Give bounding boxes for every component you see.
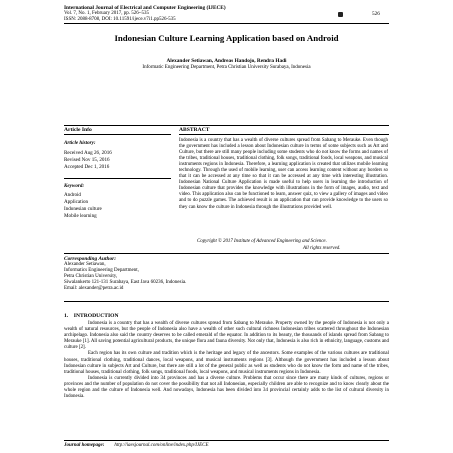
corresponding-line: Informatics Engineering Department, (64, 267, 139, 273)
rights-notice: All rights reserved. (303, 246, 341, 251)
abstract-body: Indonesia is a country that has a wealth of diverse cultures spread from Sabang to Merauke. Even though the government has included a lesson about Indonesian culture in terms of some subjects such as Art and Culture, but there are still many people including some students who do not know the forms and names of the tribes, traditional houses, traditional clothing, folk songs, traditional foods, local weapons, and musical instruments regions in Indonesia. Therefore, a learning application is created that utilizes mobile learning technology. Through the used of mobile learning, user can access learning content without any borders so that it can be accessed at any time so that it can be accessed at any time with interesting illustration. Indonesian National Culture Application is made useful to help users in learning the introduction of Indonesian culture that provides the knowledge with illustrations in the form of images, audio, text and video. This application also can be functioned to learn, answer quiz, to view a gallery of images and video and to do puzzle games. The achieved result is an application that can provide knowledge to the users so they can know the culture in Indonesia through the illustrations provided well. (179, 138, 388, 210)
accepted-date: Accepted Dec 1, 2016 (64, 164, 110, 170)
corresponding-email: Email: alexander@petra.ac.id (64, 285, 124, 291)
footer-rule (64, 440, 389, 441)
abstract-rule (179, 134, 389, 135)
paper-title: Indonesian Culture Learning Application based on Android (114, 33, 339, 43)
corresponding-details (64, 262, 264, 292)
corresponding-line: Alexander Setiawan, (64, 262, 106, 267)
section-rule-top (64, 125, 389, 126)
introduction-paragraph: Indonesia is currently divided into 34 provinces and has a diverse culture. Problems that occur since there are many kinds of cultures, regions or provinces and the number of population do not cover the possibility that not all Indonesian, especially children are able to recognize and to know clearly about the whole region and the culture of Indonesia well. And nowadays, Indonesia has been divided into 34 provincial certainly adds to the list of cultural diversity in Indonesia. (64, 375, 389, 400)
journal-homepage-link[interactable]: http://iaesjournal.com/online/index.php/IJECE (114, 443, 209, 448)
volume-info: Vol. 7, No. 1, February 2017, pp. 526~535 (64, 11, 149, 16)
keyword-item: Application (64, 199, 89, 205)
keyword-heading: Keyword: (64, 183, 85, 189)
footer (64, 443, 209, 448)
corresponding-heading: Corresponding Author: (64, 256, 117, 262)
corresponding-line: Petra Christian University, (64, 273, 118, 279)
page-number: 526 (372, 11, 380, 17)
introduction-heading: 1. INTRODUCTION (64, 313, 119, 319)
keyword-item: Indonesian culture (64, 206, 102, 212)
section-rule-bottom (64, 253, 389, 254)
keyword-item: Mobile learning (64, 213, 97, 219)
received-date: Received Aug 26, 2016 (64, 150, 112, 156)
abstract-heading: ABSTRACT (179, 127, 210, 133)
copyright-notice: Copyright © 2017 Institute of Advanced Engineering and Science. (197, 239, 327, 244)
corresponding-rule (64, 301, 389, 302)
article-info-heading: Article Info (64, 127, 92, 133)
introduction-paragraph: Indonesia is a country that has a wealth of diverse cultures spread from Sabang to Merauke. Property owned by the people of Indonesia is not only a wealth of natural resources, but the people of Indonesia also have a wealth of other such cultural richness Indonesian tribes scattered throughout the Indonesian archipelago. Indonesia also said the country deserves to be called emerald of the equator. In addition to its beauty, the thousands of islands spread from Sabang to Merauke [1]. All saving potential agricultural products, the unique flora and fauna diversity. Not only that, Indonesia is also rich in ethnicity, language, customs and culture [2]. (64, 321, 389, 351)
keyword-rule (64, 178, 171, 179)
header-rule (64, 23, 389, 24)
introduction-paragraph: Each region has its own culture and tradition which is the heritage and legacy of the ancestors. Some examples of the various cultures are traditional houses, traditional clothing, traditional dances, local weapons, and musical instruments regions [3]. Although the government has included a lesson about Indonesian culture in subjects Art and Culture, but there are still a lot of the general public as well as students who do not know the form and name of the tribes, traditional houses, traditional clothing, folk songs, traditional foods, local weapons, and musical instruments regions in Indonesia. (64, 351, 389, 375)
journal-logo-icon (338, 12, 343, 17)
introduction-body (64, 321, 389, 400)
author-affiliation: Informatic Engineering Department, Petra Christian University Surabaya, Indonesia (142, 65, 311, 70)
article-info-rule (64, 134, 171, 135)
footer-label: Journal homepage: (64, 443, 105, 448)
revised-date: Revised Nov 15, 2016 (64, 157, 110, 163)
corresponding-line: Siwalankerto 121-131 Surabaya, East Java 60236, Indonesia. (64, 279, 187, 285)
keyword-item: Android (64, 192, 81, 198)
journal-name: International Journal of Electrical and Computer Engineering (IJECE) (64, 5, 226, 11)
paper-authors: Alexander Setiawan, Andreas Handojo, Rendra Hadi (166, 58, 287, 64)
issn-doi: ISSN: 2088-8708, DOI: 10.11591/ijece.v7i1.pp526-535 (64, 16, 176, 22)
article-history-heading: Article history: (64, 140, 96, 146)
